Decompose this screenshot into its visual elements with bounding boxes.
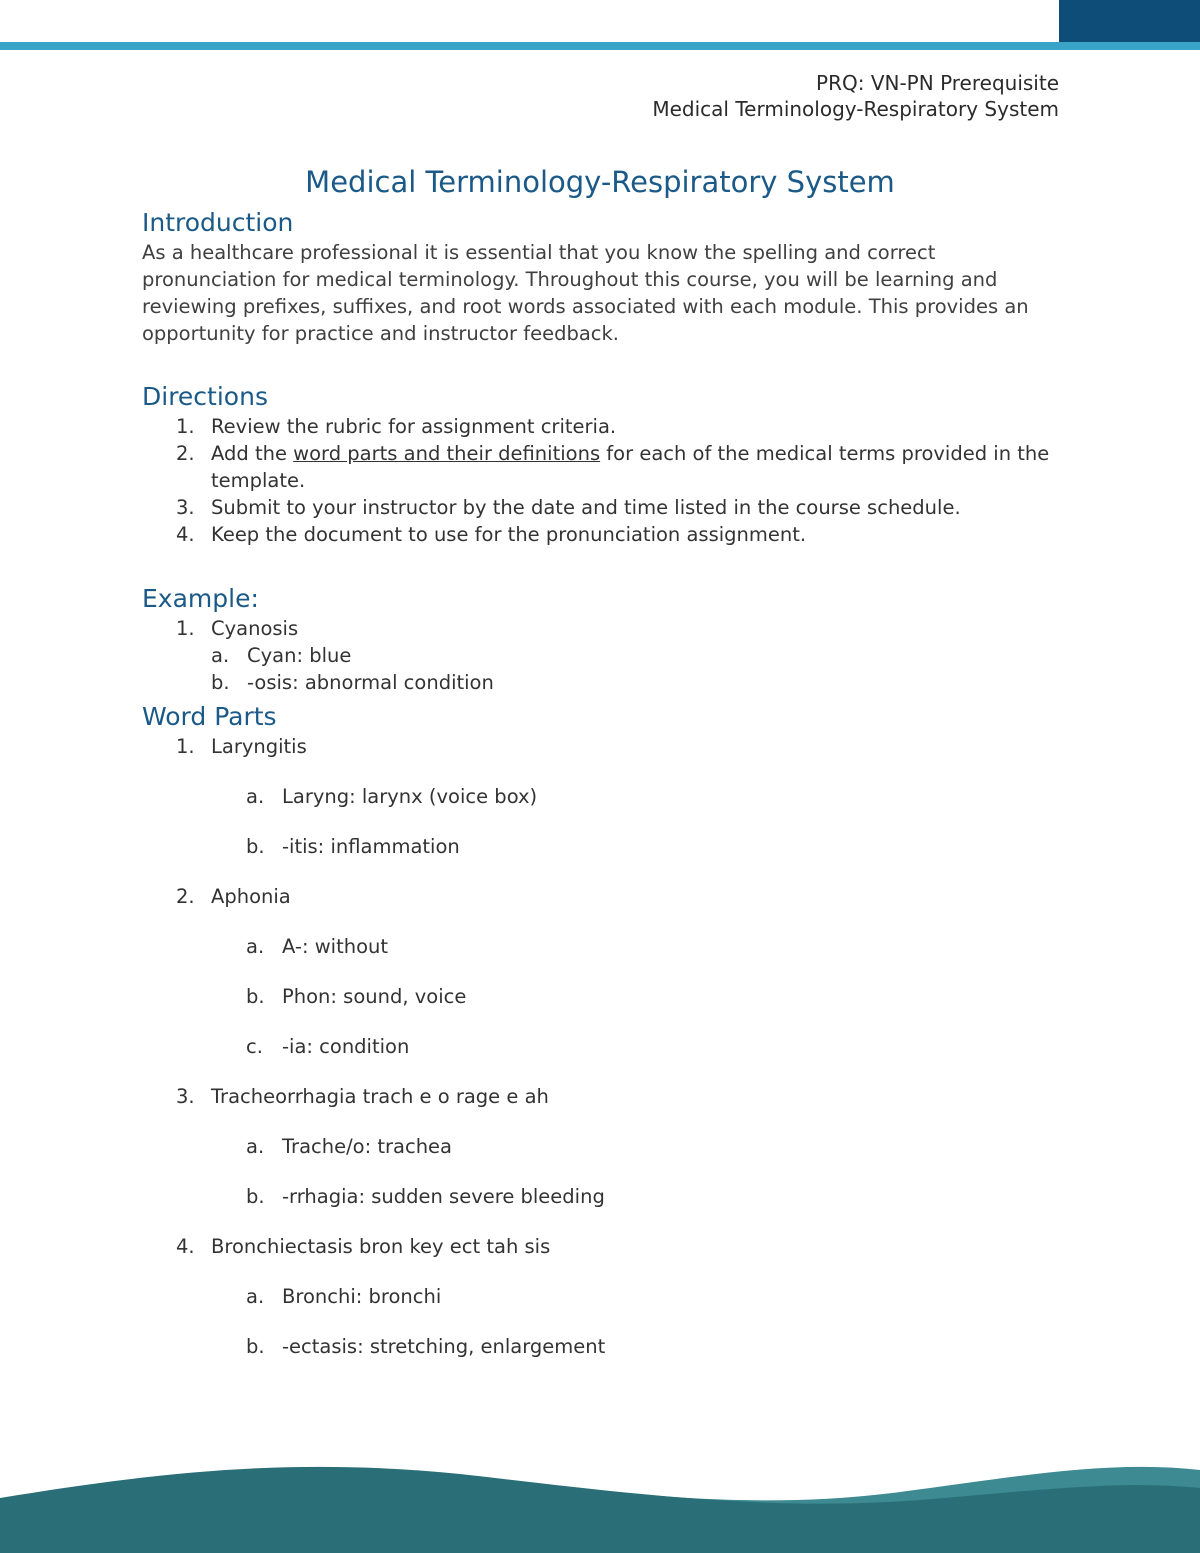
- word-parts-section: [142, 701, 1062, 1383]
- list-number: 2.: [176, 442, 195, 465]
- word-term-text: Aphonia: [211, 885, 291, 908]
- word-part-text: A-: without: [282, 935, 389, 958]
- word-term-text: Tracheorrhagia trach e o rage e ah: [211, 1085, 549, 1108]
- example-term: [142, 615, 1062, 642]
- directions-item-text: Keep the document to use for the pronunciation assignment.: [211, 523, 807, 546]
- word-part-text: -itis: inflammation: [282, 835, 460, 858]
- example-part: [142, 642, 1062, 669]
- word-part-text: Trache/o: trachea: [282, 1135, 452, 1158]
- directions-list: [142, 413, 1062, 548]
- word-term: [142, 883, 1062, 910]
- document-title: Medical Terminology-Respiratory System: [305, 165, 895, 199]
- directions-section: [142, 381, 1062, 548]
- word-part: [142, 1033, 1062, 1060]
- list-letter: a.: [246, 935, 265, 958]
- list-number: 1.: [176, 735, 195, 758]
- word-part: [142, 1333, 1062, 1360]
- list-letter: c.: [246, 1035, 263, 1058]
- word-part-text: -ia: condition: [282, 1035, 410, 1058]
- header-course-line: PRQ: VN-PN Prerequisite: [816, 71, 1059, 95]
- header-accent-bar: [0, 42, 1200, 50]
- word-part-text: Phon: sound, voice: [282, 985, 467, 1008]
- example-list: [142, 615, 1062, 696]
- list-letter: a.: [211, 644, 230, 667]
- word-term-text: Laryngitis: [211, 735, 307, 758]
- example-part-text: Cyan: blue: [247, 644, 352, 667]
- header-topic-line: Medical Terminology-Respiratory System: [652, 97, 1059, 121]
- directions-item-text-post: for each of the medical terms provided in the template.: [211, 442, 1050, 492]
- word-part: [142, 1183, 1062, 1210]
- word-part-text: Laryng: larynx (voice box): [282, 785, 538, 808]
- header-corner-block: [1059, 0, 1200, 44]
- directions-item: [142, 413, 1062, 440]
- footer-wave-decoration: [0, 1440, 1200, 1553]
- list-number: 1.: [176, 415, 195, 438]
- word-parts-heading: Word Parts: [142, 702, 277, 731]
- introduction-heading: Introduction: [142, 208, 294, 237]
- directions-heading: Directions: [142, 382, 268, 411]
- example-part: [142, 669, 1062, 696]
- word-part: [142, 933, 1062, 960]
- word-part: [142, 833, 1062, 860]
- list-letter: a.: [246, 1285, 265, 1308]
- list-number: 1.: [176, 617, 195, 640]
- word-term: [142, 733, 1062, 760]
- list-letter: a.: [246, 785, 265, 808]
- directions-item-text: Review the rubric for assignment criteria.: [211, 415, 617, 438]
- word-parts-definitions-link[interactable]: word parts and their definitions: [293, 442, 601, 465]
- list-letter: b.: [246, 985, 265, 1008]
- example-part-text: -osis: abnormal condition: [247, 671, 494, 694]
- directions-item-text-pre: Add the: [211, 442, 294, 465]
- word-parts-list: [142, 733, 1062, 1360]
- list-number: 4.: [176, 523, 195, 546]
- example-term-text: Cyanosis: [211, 617, 299, 640]
- list-number: 2.: [176, 885, 195, 908]
- list-letter: b.: [246, 835, 265, 858]
- word-part: [142, 1283, 1062, 1310]
- word-part-text: Bronchi: bronchi: [282, 1285, 442, 1308]
- directions-item-text: Submit to your instructor by the date and time listed in the course schedule.: [211, 496, 961, 519]
- word-part: [142, 1133, 1062, 1160]
- list-letter: b.: [246, 1335, 265, 1358]
- introduction-section: [142, 207, 1062, 347]
- example-section: [142, 583, 1062, 696]
- document-header: [652, 70, 1059, 122]
- example-heading: Example:: [142, 584, 259, 613]
- list-number: 3.: [176, 496, 195, 519]
- word-part-text: -rrhagia: sudden severe bleeding: [282, 1185, 605, 1208]
- word-part-text: -ectasis: stretching, enlargement: [282, 1335, 606, 1358]
- list-letter: a.: [246, 1135, 265, 1158]
- introduction-text: As a healthcare professional it is essential that you know the spelling and correct pronunciation for medical terminology. Throughout this course, you will be learning and reviewing prefixes, suffixes, and root words associated with each module. This provides an opportunity for practice and instructor feedback.: [142, 241, 1029, 345]
- list-number: 3.: [176, 1085, 195, 1108]
- word-term-text: Bronchiectasis bron key ect tah sis: [211, 1235, 551, 1258]
- directions-item: [142, 494, 1062, 521]
- list-letter: b.: [246, 1185, 265, 1208]
- directions-item: [142, 440, 1062, 494]
- word-part: [142, 783, 1062, 810]
- word-part: [142, 983, 1062, 1010]
- directions-item: [142, 521, 1062, 548]
- list-letter: b.: [211, 671, 230, 694]
- list-number: 4.: [176, 1235, 195, 1258]
- word-term: [142, 1083, 1062, 1110]
- word-term: [142, 1233, 1062, 1260]
